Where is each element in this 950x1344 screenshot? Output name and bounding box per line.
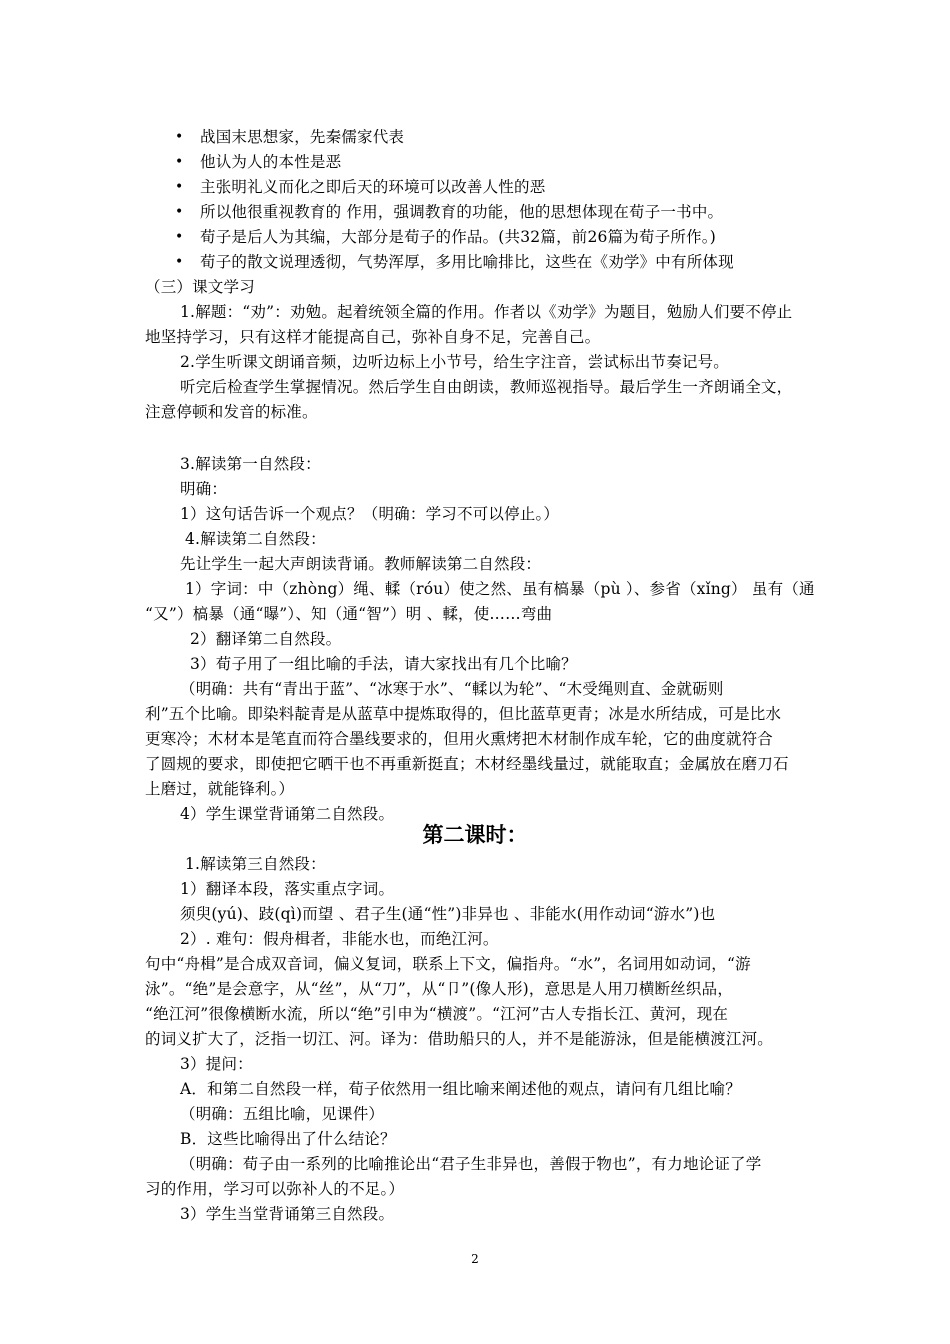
paragraph-line: 先让学生一起大声朗读背诵。教师解读第二自然段：: [180, 555, 542, 573]
paragraph-line: 2.学生听课文朗诵音频，边听边标上小节号，给生字注音，尝试标出节奏记号。: [180, 353, 729, 371]
bullet-item: 战国末思想家，先秦儒家代表: [200, 128, 405, 146]
bullet-icon: •: [175, 154, 184, 170]
paragraph-line: 1）字词：中（zhòng）绳、輮（róu）使之然、虽有槁暴（pù ）、参省（xǐng） 虽有（通: [185, 580, 815, 598]
bullet-icon: •: [175, 179, 184, 195]
paragraph-line: B．这些比喻得出了什么结论？: [180, 1130, 396, 1148]
paragraph-line: 泳”。“绝”是会意字，从“丝”，从“刀”，从“卩”(像人形)，意思是人用刀横断丝织品，: [145, 980, 734, 998]
paragraph-line: 听完后检查学生掌握情况。然后学生自由朗读，教师巡视指导。最后学生一齐朗诵全文，: [180, 378, 793, 396]
paragraph-line: 3）学生当堂背诵第三自然段。: [180, 1205, 395, 1223]
paragraph-line: 4）学生课堂背诵第二自然段。: [180, 805, 395, 823]
paragraph-line: （明确：共有“青出于蓝”、“冰寒于水”、“輮以为轮”、“木受绳则直、金就砺则: [180, 680, 724, 698]
bullet-item: 荀子的散文说理透彻，气势浑厚，多用比喻排比，这些在《劝学》中有所体现: [200, 253, 734, 271]
paragraph-line: 须臾(yú)、跂(qì)而望 、君子生(通“性”)非异也 、非能水(用作动词“游水”)也: [180, 905, 716, 923]
bullet-item: 荀子是后人为其编，大部分是荀子的作品。(共32篇，前26篇为荀子所作。): [200, 228, 716, 246]
page-number: 2: [471, 1252, 479, 1266]
paragraph-line: （明确：五组比喻，见课件）: [180, 1105, 385, 1123]
section-heading: （三）课文学习: [145, 278, 255, 296]
bullet-item: 主张明礼义而化之即后天的环境可以改善人性的恶: [200, 178, 546, 196]
bullet-icon: •: [175, 204, 184, 220]
bullet-icon: •: [175, 254, 184, 270]
paragraph-line: 3）荀子用了一组比喻的手法，请大家找出有几个比喻？: [190, 655, 577, 673]
paragraph-line: 更寒冷；木材本是笔直而符合墨线要求的，但用火熏烤把木材制作成车轮，它的曲度就符合: [145, 730, 774, 748]
paragraph-line: 2）翻译第二自然段。: [190, 630, 342, 648]
lesson-heading: 第二课时：: [422, 823, 528, 847]
paragraph-line: 习的作用，学习可以弥补人的不足。）: [145, 1180, 405, 1198]
paragraph-line: 3.解读第一自然段：: [180, 455, 321, 473]
paragraph-line: “绝江河”很像横断水流，所以“绝”引申为“横渡”。“江河”古人专指长江、黄河，现在: [145, 1005, 729, 1023]
paragraph-line: 1）这句话告诉一个观点？（明确：学习不可以停止。）: [180, 505, 560, 523]
paragraph-line: 利”五个比喻。即染料靛青是从蓝草中提炼取得的，但比蓝草更青；冰是水所结成，可是比水: [145, 705, 782, 723]
paragraph-line: 的词义扩大了，泛指一切江、河。译为：借助船只的人，并不是能游泳，但是能横渡江河。: [145, 1030, 774, 1048]
paragraph-line: 上磨过，就能锋利。）: [145, 780, 295, 798]
paragraph-line: 3）提问：: [180, 1055, 253, 1073]
paragraph-line: 注意停顿和发音的标准。: [145, 403, 318, 421]
paragraph-line: 了圆规的要求，即使把它晒干也不再重新挺直；木材经墨线量过，就能取直；金属放在磨刀石: [145, 755, 789, 773]
bullet-item: 他认为人的本性是恶: [200, 153, 342, 171]
paragraph-line: 4.解读第二自然段：: [185, 530, 326, 548]
paragraph-line: （明确：荀子由一系列的比喻推论出“君子生非异也，善假于物也”，有力地论证了学: [180, 1155, 762, 1173]
paragraph-line: A．和第二自然段一样，荀子依然用一组比喻来阐述他的观点，请问有几组比喻？: [180, 1080, 741, 1098]
paragraph-line: “又”）槁暴（通“曝”）、知（通“智”）明 、輮，使……弯曲: [145, 605, 553, 623]
bullet-icon: •: [175, 129, 184, 145]
paragraph-line: 1.解题：“劝”：劝勉。起着统领全篇的作用。作者以《劝学》为题目，勉励人们要不停止: [180, 303, 793, 321]
paragraph-line: 1）翻译本段，落实重点字词。: [180, 880, 395, 898]
bullet-item: 所以他很重视教育的 作用，强调教育的功能，他的思想体现在荀子一书中。: [200, 203, 724, 221]
bullet-icon: •: [175, 229, 184, 245]
paragraph-line: 1.解读第三自然段：: [185, 855, 326, 873]
paragraph-line: 明确：: [180, 480, 228, 498]
paragraph-line: 2）. 难句：假舟楫者，非能水也，而绝江河。: [180, 930, 499, 948]
paragraph-line: 地坚持学习，只有这样才能提高自己，弥补自身不足，完善自己。: [145, 328, 601, 346]
paragraph-line: 句中“舟楫”是合成双音词，偏义复词，联系上下文，偏指舟。“水”，名词用如动词，“游: [145, 955, 751, 973]
